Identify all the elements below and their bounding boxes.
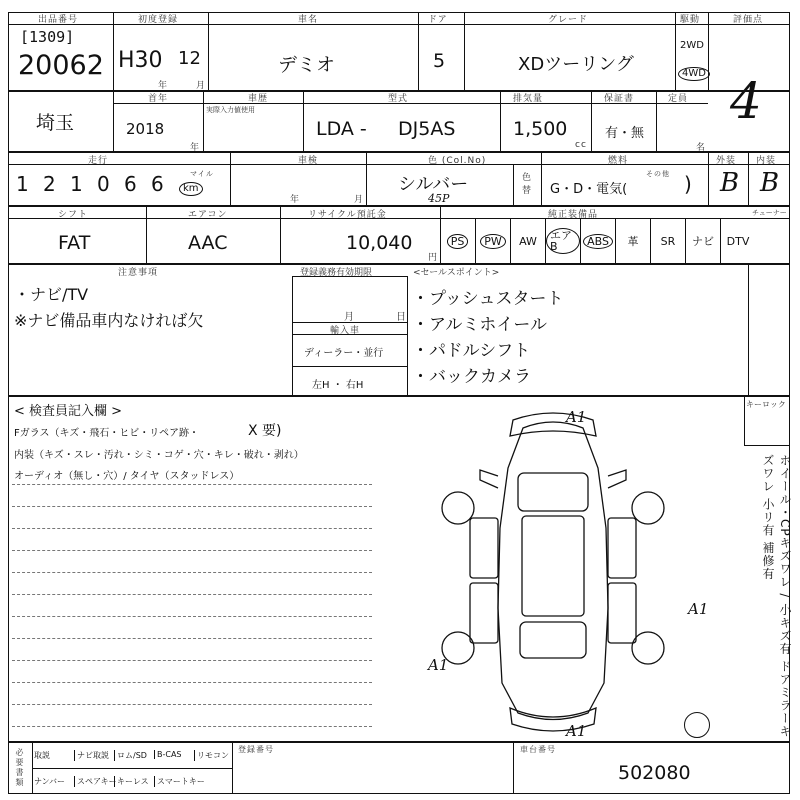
ruled-line xyxy=(12,594,372,595)
reg-label: 初度登録 xyxy=(138,15,179,25)
equipment-label: DTV xyxy=(726,234,750,248)
tuner-label: チューナー xyxy=(752,209,787,217)
shift-label: シフト xyxy=(58,210,89,220)
wheel-fl xyxy=(442,492,474,524)
interior-grade: B xyxy=(760,168,780,198)
doc-item: B-CAS xyxy=(154,750,182,759)
recycle-label: リサイクル預託金 xyxy=(308,210,387,220)
model-label: 型式 xyxy=(388,94,409,104)
windshield xyxy=(518,473,588,511)
door-fr xyxy=(608,518,636,578)
side-note: ホイール・CPキズワレ / 小キズ有 ドアミラーキズワレ 小リ有 補修有 xyxy=(761,454,792,739)
doc-item: スマートキー xyxy=(154,776,205,787)
ac: AAC xyxy=(188,232,228,254)
score: 4 xyxy=(730,72,762,130)
equipment-label: 革 xyxy=(627,235,639,248)
mileage-digit: 6 xyxy=(124,172,137,196)
sales-point: ・バックカメラ xyxy=(412,367,531,387)
reg-month: 12 xyxy=(178,48,201,69)
equipment-label: エアB xyxy=(546,228,580,254)
docs-label: 必要書類 xyxy=(15,748,24,788)
door-label: ドア xyxy=(428,15,448,25)
doc-item: キーレス xyxy=(114,776,149,787)
chassis-no-label: 車台番号 xyxy=(520,745,556,754)
drive-label: 駆動 xyxy=(680,15,701,25)
grade: XDツーリング xyxy=(518,54,634,75)
year-label: 年 xyxy=(158,81,169,91)
caution-line: ※ナビ備品車内なければ欠 xyxy=(14,311,204,330)
doc-item: ナンバー xyxy=(34,777,66,786)
mileage-digit: 1 xyxy=(16,172,29,196)
sales-point: ・パドルシフト xyxy=(412,341,531,361)
door-fl xyxy=(470,518,498,578)
car-body-outline xyxy=(498,422,608,720)
import-hand: 左H ・ 右H xyxy=(312,380,364,391)
doc-item: 取説 xyxy=(34,751,50,760)
fuel-label: 燃料 xyxy=(608,156,629,166)
yen-unit: 円 xyxy=(428,253,439,263)
door-rr xyxy=(608,583,636,643)
color-change-label: 色替 xyxy=(520,172,530,198)
warranty: 有・無 xyxy=(605,126,645,141)
mileage-digit: 6 xyxy=(151,172,164,196)
mileage-digit: 2 xyxy=(43,172,56,196)
drive-4wd: 4WD xyxy=(678,67,710,81)
damage-mark-right: A1 xyxy=(688,600,709,618)
door-count: 5 xyxy=(433,50,446,72)
color: シルバー xyxy=(398,174,469,195)
ruled-line xyxy=(12,550,372,551)
ruled-line xyxy=(12,528,372,529)
mileage-digit: 0 xyxy=(97,172,110,196)
equipment-label: 純正装備品 xyxy=(548,210,599,220)
doc-item: スペアキー xyxy=(74,776,117,787)
equipment-item xyxy=(510,218,545,264)
equipment-item xyxy=(615,218,650,264)
model-prefix: LDA - xyxy=(316,118,367,140)
equipment-item xyxy=(650,218,685,264)
grade-label: グレード xyxy=(548,15,589,25)
reg-era: H30 xyxy=(118,48,163,73)
year-unit: 年 xyxy=(190,143,201,153)
month-label: 月 xyxy=(196,81,207,91)
ruled-line xyxy=(12,726,372,727)
cc-unit: cc xyxy=(575,140,587,150)
caution-line: ・ナビ/TV xyxy=(14,285,89,304)
fuel-other: その他 xyxy=(646,170,670,178)
import-label: 輸入車 xyxy=(330,326,361,336)
import-dealer: ディーラー・並行 xyxy=(304,348,384,359)
score-label: 評価点 xyxy=(733,15,764,25)
displacement: 1,500 xyxy=(513,118,568,140)
inspector-title: < 検査員記入欄 > xyxy=(14,404,123,419)
car-diagram xyxy=(428,408,678,738)
color-code: 45P xyxy=(428,192,450,205)
wheel-fr xyxy=(632,492,664,524)
color-label: 色 (Col.No) xyxy=(428,156,487,166)
doc-item: ナビ取説 xyxy=(74,750,109,761)
fglass-mark: X 要) xyxy=(248,423,282,439)
inspection-month-unit: 月 xyxy=(354,195,365,205)
mile-unit: マイル xyxy=(190,170,214,178)
reg-no-label: 登録番号 xyxy=(238,745,274,754)
ruled-line xyxy=(12,572,372,573)
interior-label: 内装 xyxy=(756,156,777,166)
equipment-label: AW xyxy=(519,234,537,248)
roof xyxy=(522,516,584,616)
mileage-label: 走行 xyxy=(88,156,109,166)
equipment-label: PS xyxy=(447,234,469,249)
ruled-line xyxy=(12,638,372,639)
interior-line: 内装（キズ・スレ・汚れ・シミ・コゲ・穴・キレ・破れ・剥れ） xyxy=(14,450,304,461)
fuel-close: ) xyxy=(684,172,692,196)
equipment-item xyxy=(685,218,720,264)
prefecture: 埼玉 xyxy=(36,112,75,134)
sales-point: ・プッシュスタート xyxy=(412,289,564,309)
damage-mark-front: A1 xyxy=(566,408,587,426)
auction-sheet xyxy=(8,12,790,794)
audio-line: オーディオ（無し・穴）/ タイヤ（スタッドレス） xyxy=(14,471,240,482)
sales-point: ・アルミホイール xyxy=(412,315,547,335)
inspection-label: 車検 xyxy=(298,156,319,166)
capacity-unit: 名 xyxy=(696,143,707,153)
fglass-line: Fガラス（キズ・飛石・ヒビ・リペア跡・ xyxy=(14,428,200,439)
lot-number: 20062 xyxy=(18,50,104,81)
warranty-label: 保証書 xyxy=(604,94,635,104)
shift: FAT xyxy=(58,232,91,254)
exterior-grade: B xyxy=(720,168,740,198)
key-lock-label: キーロック xyxy=(746,400,786,409)
ruled-line xyxy=(12,506,372,507)
car-label: 車名 xyxy=(298,15,319,25)
equipment-label: ナビ xyxy=(692,235,714,248)
equipment-item xyxy=(475,218,510,264)
model: DJ5AS xyxy=(398,118,456,140)
damage-mark-left: A1 xyxy=(428,656,449,674)
inspection-year-unit: 年 xyxy=(290,195,301,205)
doc-item: リモコン xyxy=(194,750,229,761)
recycle-fee: 10,040 xyxy=(346,232,413,254)
ruled-line xyxy=(12,616,372,617)
first-year-label: 首年 xyxy=(148,94,169,104)
fuel: G・D・電気( xyxy=(550,182,628,197)
ruled-line xyxy=(12,484,372,485)
spare-circle xyxy=(684,712,710,738)
chassis-no: 502080 xyxy=(618,762,691,784)
equipment-item xyxy=(580,218,615,264)
capacity-label: 定員 xyxy=(668,94,689,104)
equipment-item xyxy=(545,218,580,264)
lot-label: 出品番号 xyxy=(38,15,79,25)
ruled-line xyxy=(12,704,372,705)
expiry-month: 月 xyxy=(344,312,355,323)
damage-mark-rear: A1 xyxy=(566,722,587,740)
equipment-item xyxy=(720,218,755,264)
km-unit: km xyxy=(179,182,203,196)
displacement-label: 排気量 xyxy=(513,94,544,104)
door-rl xyxy=(470,583,498,643)
reg-expiry-label: 登録義務有効期限 xyxy=(300,268,373,278)
first-year: 2018 xyxy=(126,120,165,138)
rear-window xyxy=(520,622,586,658)
ruled-line xyxy=(12,682,372,683)
mirror-r xyxy=(608,470,626,488)
equipment-label: PW xyxy=(480,234,506,249)
chassis-note: 実際入力値使用 xyxy=(206,106,255,114)
sales-label: <セールスポイント> xyxy=(413,268,500,278)
wheel-rr xyxy=(632,632,664,664)
lot-code: [1309] xyxy=(20,28,75,46)
car-name: デミオ xyxy=(278,54,336,76)
chassis-hist-label: 車歴 xyxy=(248,94,269,104)
mileage-digit: 1 xyxy=(70,172,83,196)
equipment-label: ABS xyxy=(583,234,613,249)
expiry-day: 日 xyxy=(396,312,407,323)
ruled-line xyxy=(12,660,372,661)
caution-label: 注意事項 xyxy=(118,268,159,278)
drive-2wd: 2WD xyxy=(680,40,704,51)
equipment-label: SR xyxy=(660,234,676,248)
mirror-l xyxy=(480,470,498,488)
exterior-label: 外装 xyxy=(716,156,737,166)
equipment-item xyxy=(440,218,475,264)
doc-item: ロム/SD xyxy=(114,750,147,761)
ac-label: エアコン xyxy=(188,210,228,220)
